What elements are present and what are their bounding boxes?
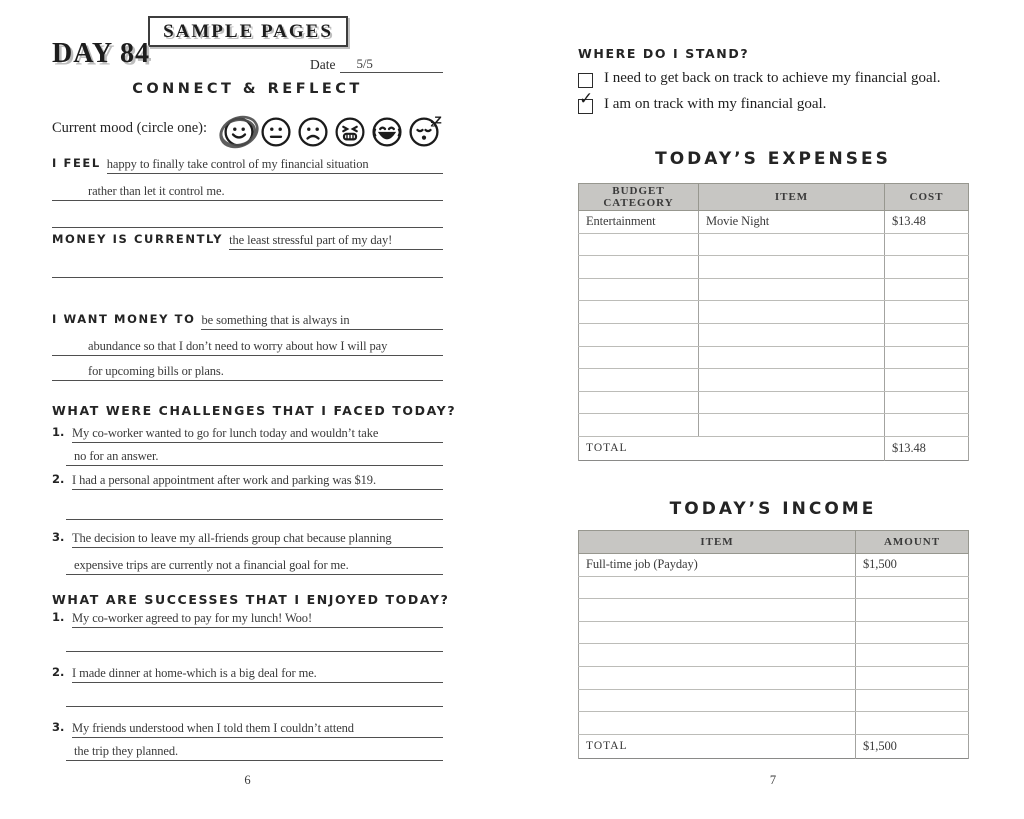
stand-option-label: I am on track with my financial goal. xyxy=(604,96,827,112)
writing-line xyxy=(201,308,443,330)
table-cell: $1,500 xyxy=(856,554,969,577)
prompt-money-is-currently xyxy=(52,228,443,250)
table-cell xyxy=(579,712,856,735)
table-row xyxy=(579,301,969,324)
income-title: TODAY’S INCOME xyxy=(669,499,877,519)
table-cell xyxy=(699,301,885,324)
successes-heading: WHAT ARE SUCCESSES THAT I ENJOYED TODAY? xyxy=(52,592,450,607)
column-header: ITEM xyxy=(579,531,856,554)
table-row xyxy=(579,599,969,622)
handwriting: rather than let it control me. xyxy=(88,184,225,198)
table-cell xyxy=(699,369,885,392)
writing-line xyxy=(72,661,443,683)
table-row xyxy=(579,256,969,279)
writing-line xyxy=(72,526,443,548)
table-row xyxy=(579,621,969,644)
column-header: BUDGET CATEGORY xyxy=(579,184,699,211)
writing-line xyxy=(72,606,443,628)
mood-selection-circle xyxy=(217,111,261,153)
handwriting: My friends understood when I told them I couldn’t attend xyxy=(72,721,354,735)
total-value: $1,500 xyxy=(856,734,969,758)
total-label: TOTAL xyxy=(579,734,856,758)
item-number: 2. xyxy=(52,665,65,679)
table-cell xyxy=(699,414,885,437)
table-row xyxy=(579,323,969,346)
table-cell xyxy=(885,346,969,369)
checkmark-icon: ✓ xyxy=(579,89,594,109)
table-cell xyxy=(699,346,885,369)
total-row xyxy=(579,436,969,460)
table-cell xyxy=(579,621,856,644)
table-header-row xyxy=(579,531,969,554)
table-cell xyxy=(856,599,969,622)
table-cell xyxy=(856,576,969,599)
table-cell: $13.48 xyxy=(885,211,969,234)
total-row xyxy=(579,734,969,758)
writing-line xyxy=(72,716,443,738)
expenses-title: TODAY’S EXPENSES xyxy=(655,149,891,169)
table-row xyxy=(579,278,969,301)
table-cell: Full-time job (Payday) xyxy=(579,554,856,577)
column-header: COST xyxy=(885,184,969,211)
challenges-heading: WHAT WERE CHALLENGES THAT I FACED TODAY? xyxy=(52,403,457,418)
stand-option-on-track xyxy=(578,89,827,114)
table-cell: Movie Night xyxy=(699,211,885,234)
svg-text:Z: Z xyxy=(434,115,442,127)
page-left xyxy=(52,0,457,819)
date-value: 5/5 xyxy=(356,56,373,71)
prompt-i-feel xyxy=(52,152,443,174)
writing-line xyxy=(72,468,443,490)
challenge-item xyxy=(52,468,443,490)
mood-laughing-icon xyxy=(371,116,403,148)
page-number-right: 7 xyxy=(769,773,777,787)
prompt-label: I FEEL xyxy=(52,156,101,170)
writing-line xyxy=(52,359,443,381)
item-number: 1. xyxy=(52,425,65,439)
table-row xyxy=(579,233,969,256)
table-cell xyxy=(579,576,856,599)
table-row xyxy=(579,414,969,437)
table-cell xyxy=(579,323,699,346)
writing-line xyxy=(52,179,443,201)
table-cell xyxy=(579,278,699,301)
handwriting: for upcoming bills or plans. xyxy=(88,364,224,378)
table-cell xyxy=(579,644,856,667)
date-field xyxy=(340,55,443,73)
writing-line xyxy=(52,256,443,278)
item-number: 2. xyxy=(52,472,65,486)
section-title: CONNECT & REFLECT xyxy=(132,81,363,97)
table-cell xyxy=(579,599,856,622)
handwriting: expensive trips are currently not a financial goal for me. xyxy=(74,558,349,572)
prompt-i-want-money-to xyxy=(52,308,443,330)
handwriting: no for an answer. xyxy=(74,449,159,463)
table-cell xyxy=(699,323,885,346)
table-cell xyxy=(885,301,969,324)
table-row xyxy=(579,666,969,689)
column-header: ITEM xyxy=(699,184,885,211)
handwriting: be something that is always in xyxy=(201,313,350,327)
table-row xyxy=(579,644,969,667)
sample-pages-banner xyxy=(148,16,348,47)
table-header-row xyxy=(579,184,969,211)
day-heading: DAY 84 xyxy=(52,38,151,69)
writing-line xyxy=(66,630,443,652)
table-cell xyxy=(856,666,969,689)
challenge-item xyxy=(52,421,443,443)
mood-neutral-icon xyxy=(260,116,292,148)
expenses-table xyxy=(578,183,969,461)
mood-sleepy-icon xyxy=(408,116,440,148)
table-row xyxy=(579,554,969,577)
stand-option-off-track xyxy=(578,70,941,88)
writing-line xyxy=(66,444,443,466)
table-cell xyxy=(579,369,699,392)
table-cell xyxy=(856,621,969,644)
handwriting: the trip they planned. xyxy=(74,744,179,758)
writing-line xyxy=(66,685,443,707)
item-number: 3. xyxy=(52,720,65,734)
mood-prompt-label: Current mood (circle one): xyxy=(52,120,208,136)
table-cell xyxy=(579,233,699,256)
table-cell xyxy=(699,256,885,279)
page-right xyxy=(578,0,968,819)
stand-option-label: I need to get back on track to achieve my financial goal. xyxy=(604,70,941,86)
success-item xyxy=(52,716,443,738)
table-cell xyxy=(885,369,969,392)
table-cell xyxy=(579,666,856,689)
table-cell xyxy=(699,278,885,301)
handwriting: My co-worker wanted to go for lunch today and wouldn’t take xyxy=(72,426,379,440)
table-cell xyxy=(856,712,969,735)
checkbox-icon xyxy=(578,89,594,114)
mood-happy-icon xyxy=(223,116,255,148)
table-cell xyxy=(885,233,969,256)
writing-line xyxy=(52,206,443,228)
income-table xyxy=(578,530,969,759)
handwriting: abundance so that I don’t need to worry about how I will pay xyxy=(88,339,388,353)
table-row xyxy=(579,369,969,392)
table-cell xyxy=(579,391,699,414)
table-row xyxy=(579,391,969,414)
writing-line xyxy=(66,498,443,520)
handwriting: The decision to leave my all-friends group chat because planning xyxy=(72,531,392,545)
where-do-i-stand-heading: WHERE DO I STAND? xyxy=(578,46,750,61)
table-row xyxy=(579,712,969,735)
table-cell: Entertainment xyxy=(579,211,699,234)
writing-line xyxy=(66,553,443,575)
table-cell xyxy=(579,689,856,712)
handwriting: I had a personal appointment after work and parking was $19. xyxy=(72,473,376,487)
total-label: TOTAL xyxy=(579,436,885,460)
sample-pages-label: SAMPLE PAGES xyxy=(163,20,333,42)
table-cell xyxy=(579,346,699,369)
table-cell xyxy=(885,256,969,279)
mood-grimacing-icon xyxy=(334,116,366,148)
handwriting: the least stressful part of my day! xyxy=(229,233,393,247)
column-header: AMOUNT xyxy=(856,531,969,554)
svg-text:z: z xyxy=(430,119,436,129)
table-row xyxy=(579,346,969,369)
writing-line xyxy=(72,421,443,443)
total-value: $13.48 xyxy=(885,436,969,460)
handwriting: I made dinner at home-which is a big deal for me. xyxy=(72,666,317,680)
writing-line xyxy=(52,334,443,356)
prompt-label: MONEY IS CURRENTLY xyxy=(52,232,224,246)
table-cell xyxy=(885,414,969,437)
table-row xyxy=(579,576,969,599)
challenge-item xyxy=(52,526,443,548)
table-cell xyxy=(699,233,885,256)
date-label: Date xyxy=(310,57,336,72)
table-row xyxy=(579,211,969,234)
table-cell xyxy=(885,323,969,346)
writing-line xyxy=(229,228,443,250)
mood-strip xyxy=(223,116,440,148)
page-number-left: 6 xyxy=(244,773,251,787)
date-row xyxy=(310,55,443,73)
table-cell xyxy=(579,301,699,324)
checkbox-icon xyxy=(578,73,593,88)
handwriting: My co-worker agreed to pay for my lunch! Woo! xyxy=(72,611,313,625)
table-cell xyxy=(885,278,969,301)
table-cell xyxy=(579,256,699,279)
writing-line xyxy=(66,739,443,761)
handwriting: happy to finally take control of my financial situation xyxy=(106,157,369,171)
prompt-label: I WANT MONEY TO xyxy=(52,312,196,326)
mood-sad-icon xyxy=(297,116,329,148)
success-item xyxy=(52,661,443,683)
table-cell xyxy=(699,391,885,414)
table-cell xyxy=(856,689,969,712)
table-cell xyxy=(579,414,699,437)
table-row xyxy=(579,689,969,712)
table-cell xyxy=(856,644,969,667)
writing-line xyxy=(107,152,443,174)
item-number: 3. xyxy=(52,530,65,544)
item-number: 1. xyxy=(52,610,65,624)
table-cell xyxy=(885,391,969,414)
success-item xyxy=(52,606,443,628)
